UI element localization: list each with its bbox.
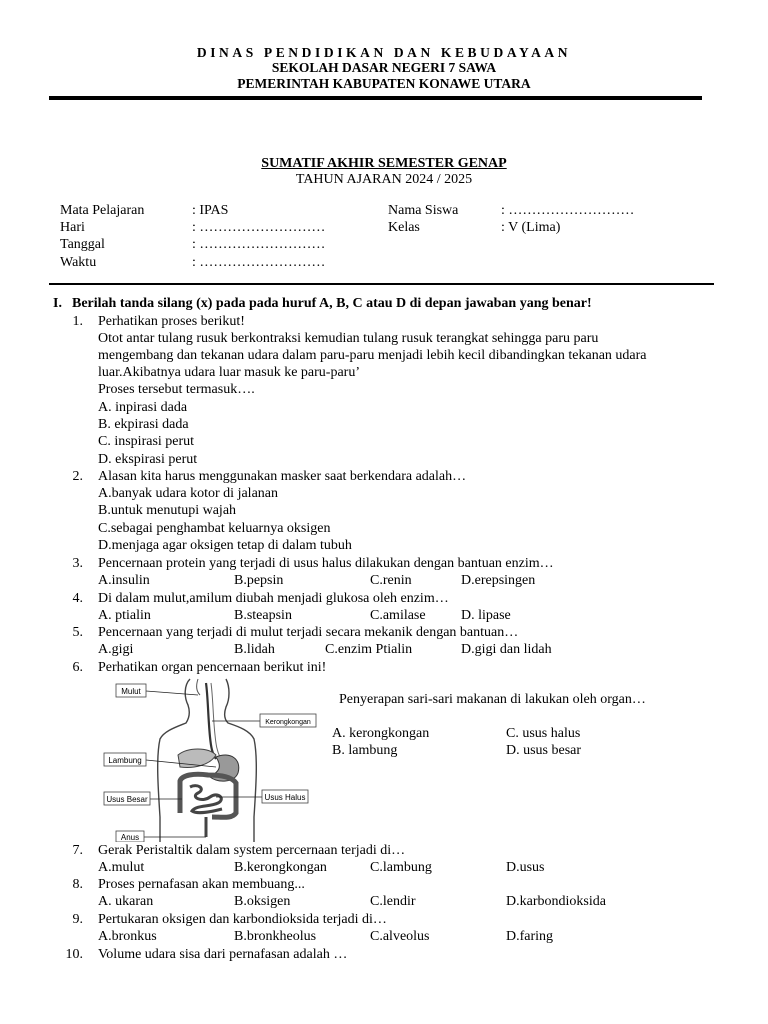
question-number: 7.: [72, 843, 83, 858]
digestive-system-diagram: [98, 677, 320, 842]
question-number: 5.: [72, 625, 83, 640]
question-text: Volume udara sisa dari pernafasan adalah …: [98, 947, 348, 962]
subject-label: Mata Pelajaran: [60, 203, 145, 218]
answer-option-c[interactable]: C.amilase: [370, 608, 426, 623]
answer-option-b[interactable]: B. ekpirasi dada: [98, 417, 189, 432]
answer-option-c[interactable]: C. usus halus: [506, 726, 581, 741]
exam-title: SUMATIF AKHIR SEMESTER GENAP: [261, 156, 507, 171]
section-number: I.: [53, 296, 62, 311]
class-value: : V (Lima): [501, 220, 561, 235]
header-government: PEMERINTAH KABUPATEN KONAWE UTARA: [237, 76, 531, 91]
answer-option-c[interactable]: C.lendir: [370, 894, 416, 909]
subject-value: : IPAS: [192, 203, 229, 218]
diagram-label-anus: Anus: [120, 833, 140, 842]
answer-option-d[interactable]: D. usus besar: [506, 743, 582, 758]
question-number: 9.: [72, 912, 83, 927]
answer-option-b[interactable]: B.steapsin: [234, 608, 292, 623]
answer-option-a[interactable]: A.mulut: [98, 860, 145, 875]
question-text: Di dalam mulut,amilum diubah menjadi glukosa oleh enzim…: [98, 591, 449, 606]
class-label: Kelas: [388, 220, 420, 235]
name-value[interactable]: : ………………………: [501, 203, 635, 218]
time-value[interactable]: : ………………………: [192, 255, 326, 270]
answer-option-d[interactable]: D.erepsingen: [461, 573, 536, 588]
answer-option-a[interactable]: A. inpirasi dada: [98, 400, 188, 415]
question-text: Proses pernafasan akan membuang...: [98, 877, 305, 892]
exam-year: TAHUN AJARAN 2024 / 2025: [295, 172, 473, 187]
diagram-label-mulut: Mulut: [121, 687, 141, 696]
diagram-label-kerongkongan: Kerongkongan: [265, 719, 311, 726]
answer-option-b[interactable]: B. lambung: [332, 743, 398, 758]
question-number: 3.: [72, 556, 83, 571]
question-text: Perhatikan proses berikut!: [98, 314, 245, 329]
date-value[interactable]: : ………………………: [192, 237, 326, 252]
question-text: mengembang dan tekanan udara dalam paru-paru menjadi lebih kecil dibandingkan tekanan udara: [98, 348, 647, 363]
header-agency: DINAS PENDIDIKAN DAN KEBUDAYAAN: [196, 45, 572, 60]
answer-option-d[interactable]: D.karbondioksida: [506, 894, 606, 909]
answer-option-d[interactable]: D.gigi dan lidah: [461, 642, 552, 657]
day-value[interactable]: : ………………………: [192, 220, 326, 235]
question-number: 10.: [65, 947, 83, 962]
question-number: 8.: [72, 877, 83, 892]
info-divider: [49, 283, 714, 285]
name-label: Nama Siswa: [388, 203, 459, 218]
question-text: Pencernaan protein yang terjadi di usus halus dilakukan dengan bantuan enzim…: [98, 556, 554, 571]
answer-option-a[interactable]: A.bronkus: [98, 929, 157, 944]
answer-option-d[interactable]: D. ekspirasi perut: [98, 452, 198, 467]
question-text: Pertukaran oksigen dan karbondioksida terjadi di…: [98, 912, 387, 927]
answer-option-d[interactable]: D.menjaga agar oksigen tetap di dalam tubuh: [98, 538, 352, 553]
question-number: 1.: [72, 314, 83, 329]
diagram-label-usus-halus: Usus Halus: [264, 793, 306, 802]
answer-option-a[interactable]: A.insulin: [98, 573, 150, 588]
question-text: Otot antar tulang rusuk berkontraksi kemudian tulang rusuk terangkat sehingga paru paru: [98, 331, 599, 346]
header-school: SEKOLAH DASAR NEGERI 7 SAWA: [271, 60, 497, 75]
question-number: 2.: [72, 469, 83, 484]
question-text: Perhatikan organ pencernaan berikut ini!: [98, 660, 327, 675]
answer-option-c[interactable]: C.renin: [370, 573, 412, 588]
question-text: luar.Akibatnya udara luar masuk ke paru-paru’: [98, 365, 361, 380]
answer-option-d[interactable]: D.usus: [506, 860, 545, 875]
answer-option-c[interactable]: C.alveolus: [370, 929, 430, 944]
answer-option-d[interactable]: D. lipase: [461, 608, 511, 623]
answer-option-a[interactable]: A. ukaran: [98, 894, 154, 909]
answer-option-b[interactable]: B.bronkheolus: [234, 929, 317, 944]
answer-option-c[interactable]: C. inspirasi perut: [98, 434, 195, 449]
answer-option-a[interactable]: A.gigi: [98, 642, 134, 657]
question-number: 6.: [72, 660, 83, 675]
answer-option-b[interactable]: B.kerongkongan: [234, 860, 327, 875]
answer-option-c[interactable]: C.enzim Ptialin: [325, 642, 413, 657]
question-text: Proses tersebut termasuk….: [98, 382, 255, 397]
question-number: 4.: [72, 591, 83, 606]
question-prompt: Penyerapan sari-sari makanan di lakukan oleh organ…: [339, 692, 646, 707]
answer-option-b[interactable]: B.oksigen: [234, 894, 291, 909]
day-label: Hari: [60, 220, 85, 235]
question-text: Gerak Peristaltik dalam system percernaan terjadi di…: [98, 843, 406, 858]
question-text: Pencernaan yang terjadi di mulut terjadi secara mekanik dengan bantuan…: [98, 625, 519, 640]
header-divider: [49, 96, 702, 100]
time-label: Waktu: [60, 255, 97, 270]
question-text: Alasan kita harus menggunakan masker saat berkendara adalah…: [98, 469, 467, 484]
answer-option-d[interactable]: D.faring: [506, 929, 554, 944]
date-label: Tanggal: [60, 237, 105, 252]
answer-option-b[interactable]: B.untuk menutupi wajah: [98, 503, 237, 518]
answer-option-c[interactable]: C.sebagai penghambat keluarnya oksigen: [98, 521, 331, 536]
answer-option-a[interactable]: A. kerongkongan: [332, 726, 430, 741]
answer-option-a[interactable]: A.banyak udara kotor di jalanan: [98, 486, 278, 501]
answer-option-a[interactable]: A. ptialin: [98, 608, 151, 623]
answer-option-b[interactable]: B.pepsin: [234, 573, 284, 588]
diagram-label-lambung: Lambung: [108, 756, 142, 765]
answer-option-c[interactable]: C.lambung: [370, 860, 432, 875]
section-instruction: Berilah tanda silang (x) pada pada huruf A, B, C atau D di depan jawaban yang benar!: [72, 296, 592, 311]
diagram-label-usus-besar: Usus Besar: [106, 795, 148, 804]
answer-option-b[interactable]: B.lidah: [234, 642, 275, 657]
